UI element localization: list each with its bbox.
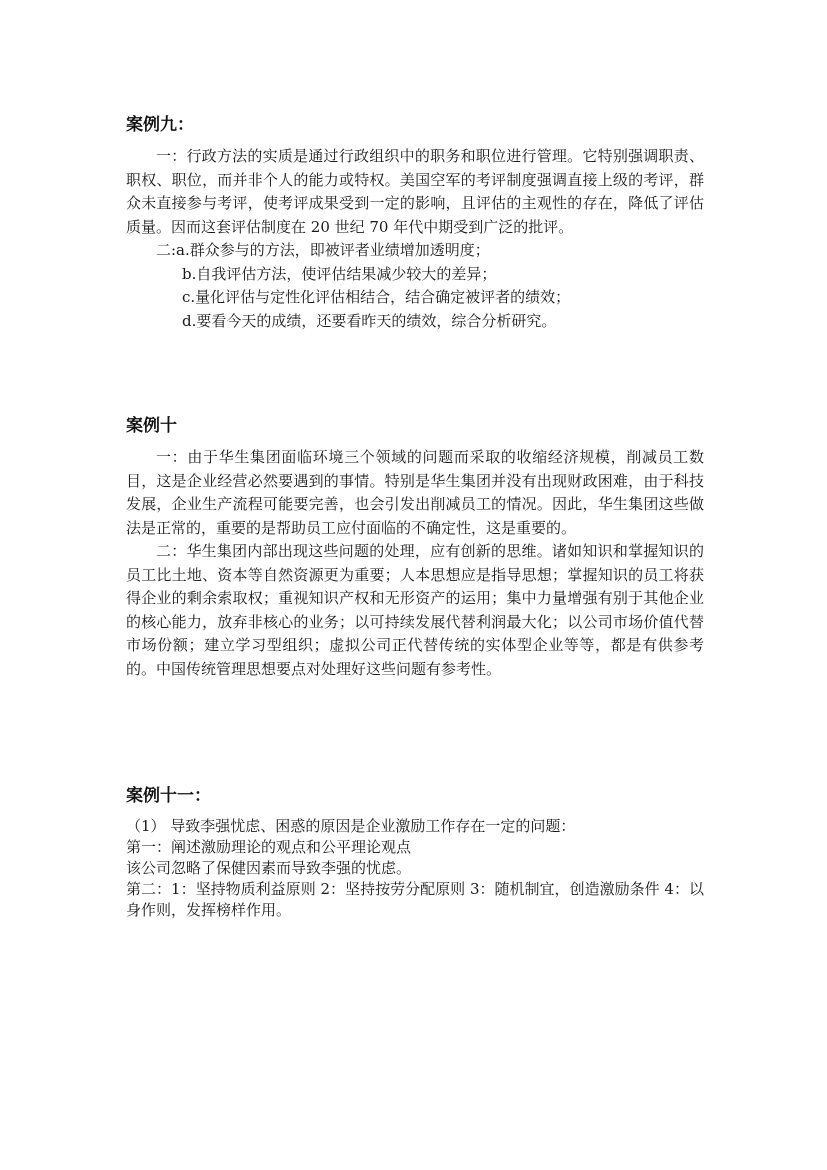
case-9-title: 案例九： xyxy=(126,115,194,135)
case-11-section xyxy=(126,784,704,921)
case-10-paragraph-1: 一：由于华生集团面临环境三个领域的问题而采取的收缩经济规模，削减员工数目，这是企业经营必然要遇到的事情。特别是华生集团并没有出现财政困难，由于科技发展，企业生产流程可能要完善，也会引发出削减员工的情况。因此，华生集团这些做法是正常的，重要的是帮助员工应付面临的不确定性，这是重要的。 xyxy=(126,448,704,537)
case-9-list-item-b: b.自我评估方法，使评估结果减少较大的差异； xyxy=(182,264,497,283)
case-9-list-item-c: c.量化评估与定性化评估相结合，结合确定被评者的绩效； xyxy=(182,288,571,306)
case-10-title: 案例十 xyxy=(126,416,177,436)
case-9-list-item-d: d.要看今天的成绩，还要看昨天的绩效，综合分析研究。 xyxy=(182,311,557,330)
case-9-list xyxy=(126,239,704,333)
case-11-line-3: 该公司忽略了保健因素而导致李强的忧虑。 xyxy=(126,859,412,877)
case-11-title: 案例十一： xyxy=(126,786,211,806)
case-10-paragraph-2: 二：华生集团内部出现这些问题的处理，应有创新的思维。诸如知识和掌握知识的员工比土地、资本等自然资源更为重要；人本思想应是指导思想；掌握知识的员工将获得企业的剩余索取权；重视知识产权和无形资产的运用；集中力量增强有别于其他企业的核心能力，放弃非核心的业务；以可持续发展代替利润最大化；以公司市场价值代替市场份额；建立学习型组织；虚拟公司正代替传统的实体型企业等等，都是有供参考的。中国传统管理思想要点对处理好这些问题有参考性。 xyxy=(126,542,704,678)
case-9-section xyxy=(126,113,704,333)
case-11-line-2: 第一：阐述激励理论的观点和公平理论观点 xyxy=(126,838,412,856)
case-9-paragraph-1: 一：行政方法的实质是通过行政组织中的职务和职位进行管理。它特别强调职责、职权、职位，而并非个人的能力或特权。美国空军的考评制度强调直接上级的考评，群众未直接参与考评，使考评成果受到一定的影响，且评估的主观性的存在，降低了评估质量。因而这套评估制度在 20 世纪 70 年代中期受到广泛的批评。 xyxy=(126,147,704,236)
case-10-section xyxy=(126,414,704,681)
case-11-line-4: 第二：1：坚持物质利益原则 2：坚持按劳分配原则 3：随机制宜，创造激励条件 4：以身作则，发挥榜样作用。 xyxy=(126,880,704,919)
case-9-list-item-a: 二:a.群众参与的方法，即被评者业绩增加透明度； xyxy=(156,241,490,259)
case-11-line-1: （1） 导致李强忧虑、困惑的原因是企业激励工作存在一定的问题： xyxy=(126,817,576,835)
